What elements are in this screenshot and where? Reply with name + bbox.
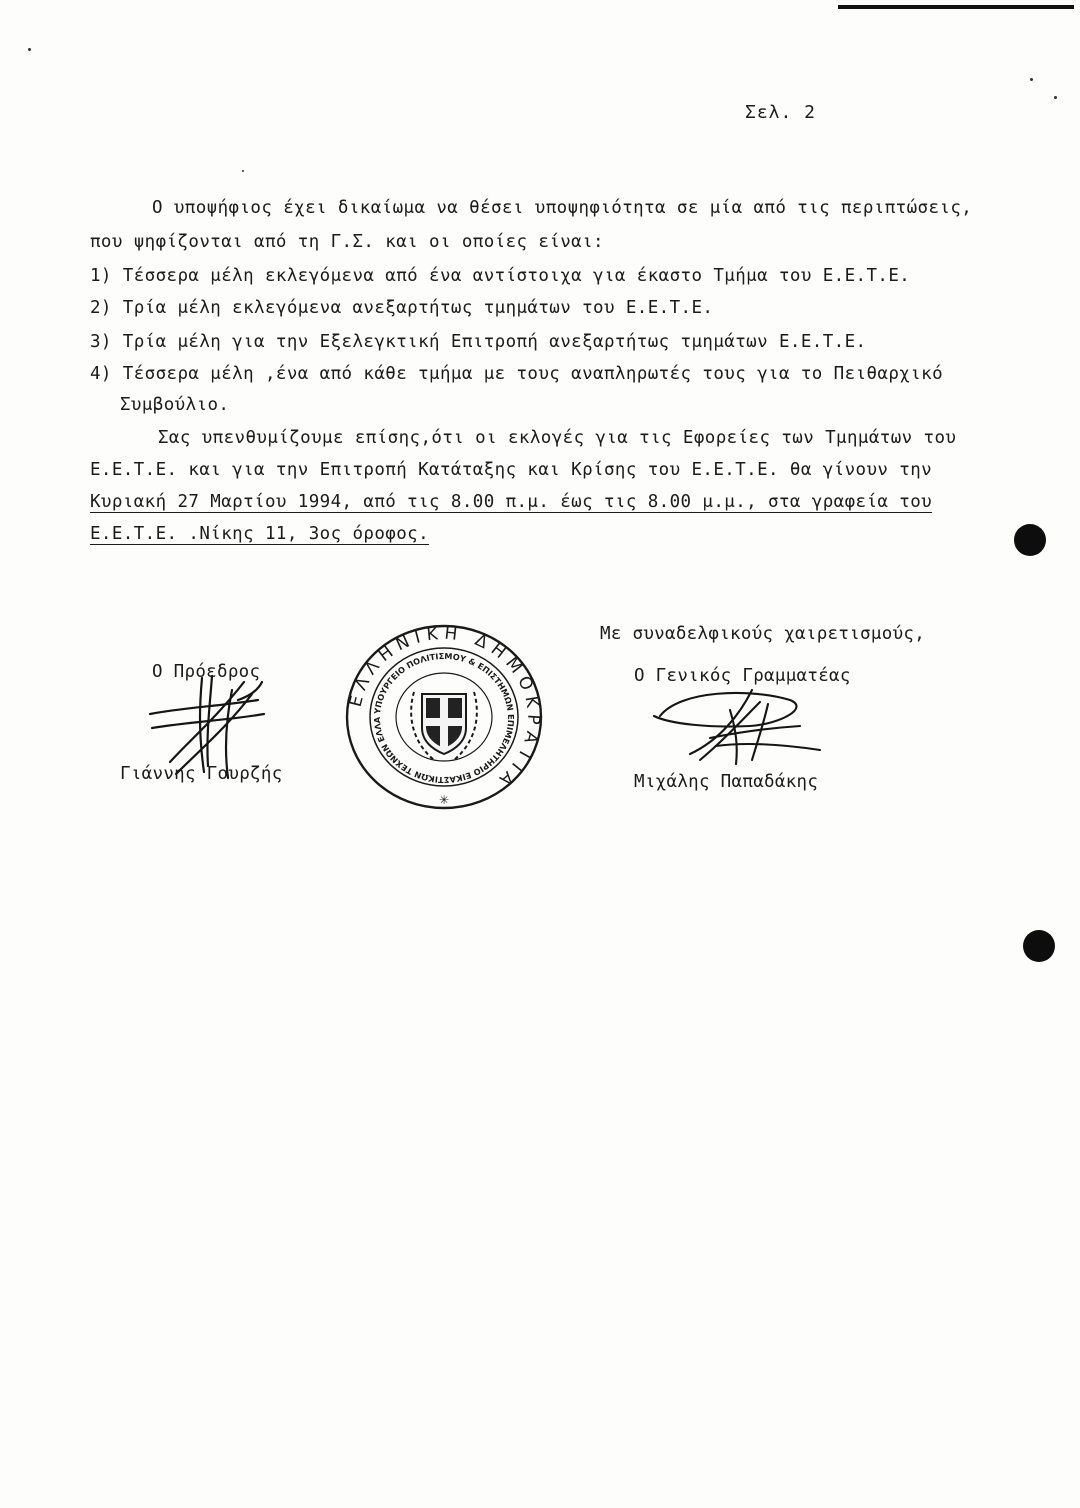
secretary-signature bbox=[640, 680, 830, 770]
president-title: Ο Πρόεδρος bbox=[152, 662, 261, 682]
secretary-title: Ο Γενικός Γραμματέας bbox=[634, 666, 851, 686]
stamp-outer-text: ΕΛΛΗΝΙΚΗ ΔΗΜΟΚΡΑΤΙΑ bbox=[345, 623, 544, 794]
reminder-line-1: Σας υπενθυμίζουμε επίσης,ότι οι εκλογές για τις Εφορείες των Τμημάτων του bbox=[158, 428, 957, 448]
page-number: Σελ. 2 bbox=[745, 102, 817, 123]
list-item-4: 4) Τέσσερα μέλη ,ένα από κάθε τμήμα με τους αναπληρωτές τους για το Πειθαρχικό bbox=[90, 364, 943, 384]
scan-speck bbox=[1030, 78, 1033, 81]
intro-line-1: Ο υποψήφιος έχει δικαίωμα να θέσει υποψηφιότητα σε μία από τις περιπτώσεις, bbox=[152, 198, 973, 218]
president-signature bbox=[140, 670, 300, 780]
reminder-line-3: Κυριακή 27 Μαρτίου 1994, από τις 8.00 π.μ. έως τις 8.00 μ.μ., στα γραφεία του bbox=[90, 492, 933, 512]
president-name: Γιάννης Γουρζής bbox=[120, 764, 283, 784]
scan-speck bbox=[28, 48, 31, 51]
reminder-line-4: Ε.Ε.Τ.Ε. .Νίκης 11, 3ος όροφος. bbox=[90, 524, 430, 544]
official-stamp bbox=[340, 614, 544, 812]
reminder-line-2: Ε.Ε.Τ.Ε. και για την Επιτροπή Κατάταξης και Κρίσης του Ε.Ε.Τ.Ε. θα γίνουν την bbox=[90, 460, 933, 480]
intro-line-2: που ψηφίζονται από τη Γ.Σ. και οι οποίες είναι: bbox=[90, 232, 604, 252]
greek-coat-of-arms-icon bbox=[411, 692, 477, 760]
list-item-3: 3) Τρία μέλη για την Εξελεγκτική Επιτροπή ανεξαρτήτως τμημάτων Ε.Ε.Τ.Ε. bbox=[90, 332, 867, 352]
list-item-1: 1) Τέσσερα μέλη εκλεγόμενα από ένα αντίστοιχα για έκαστο Τμήμα του Ε.Ε.Τ.Ε. bbox=[90, 266, 911, 286]
secretary-name: Μιχάλης Παπαδάκης bbox=[634, 772, 819, 792]
scan-edge-line bbox=[838, 5, 1074, 9]
list-item-4-continued: Συμβούλιο. bbox=[120, 395, 230, 415]
stamp-inner-text: ΥΠΟΥΡΓΕΙΟ ΠΟΛΙΤΙΣΜΟΥ & ΕΠΙΣΤΗΜΩΝ ΕΠΙΜΕΛΗΤΗΡΙΟ ΕΙΚΑΣΤΙΚΩΝ ΤΕΧΝΩΝ ΕΛΛΑΔΟΣ bbox=[340, 614, 517, 786]
punch-hole-bottom bbox=[1023, 930, 1055, 962]
scan-speck bbox=[1054, 96, 1057, 99]
scan-speck bbox=[242, 170, 244, 172]
punch-hole-top bbox=[1014, 524, 1046, 556]
closing-greeting: Με συναδελφικούς χαιρετισμούς, bbox=[600, 624, 926, 644]
stamp-star-icon: ✳ bbox=[438, 793, 450, 807]
list-item-2: 2) Τρία μέλη εκλεγόμενα ανεξαρτήτως τμημάτων του Ε.Ε.Τ.Ε. bbox=[90, 298, 714, 318]
